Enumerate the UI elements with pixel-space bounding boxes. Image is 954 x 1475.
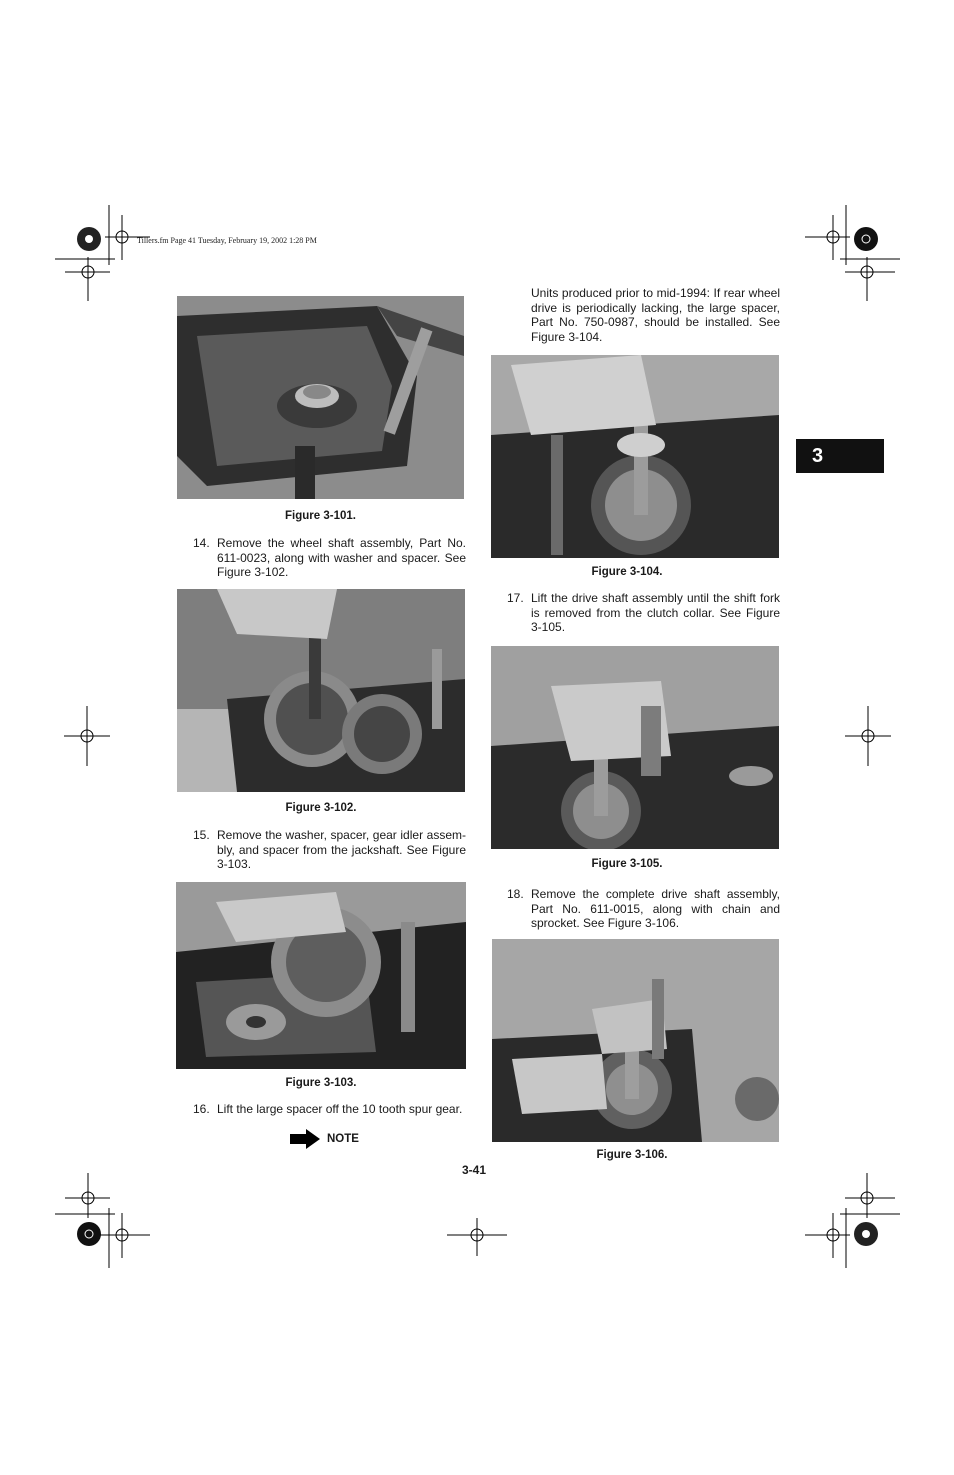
step-14 xyxy=(193,536,466,580)
arrow-right-icon xyxy=(289,1128,321,1150)
step-17-text: Lift the drive shaft assembly until the shift fork is removed from the clutch collar. See Figure 3-105. xyxy=(531,591,780,635)
step-15-number: 15. xyxy=(193,828,210,842)
figure-3-101-photo xyxy=(177,296,464,499)
figure-3-104-photo xyxy=(491,355,779,558)
registration-mark-bottom-left xyxy=(55,1168,155,1268)
step-18-number: 18. xyxy=(507,887,524,901)
step-14-text: Remove the wheel shaft assembly, Part No. 611-0023, along with washer and spacer. See Figure 3-102. xyxy=(217,536,466,580)
figure-3-101-caption: Figure 3-101. xyxy=(285,510,356,522)
figure-3-103-caption: Figure 3-103. xyxy=(285,1077,357,1089)
page-number: 3-41 xyxy=(462,1163,487,1177)
registration-mark-middle-left xyxy=(64,706,110,766)
file-header: Tillers.fm Page 41 Tuesday, February 19, 2002 1:28 PM xyxy=(137,236,317,245)
figure-3-103-photo xyxy=(176,882,466,1069)
registration-mark-top-left xyxy=(55,205,155,305)
note-callout xyxy=(289,1128,359,1150)
step-16-number: 16. xyxy=(193,1102,210,1116)
note-label: NOTE xyxy=(327,1133,359,1145)
registration-mark-top-right xyxy=(800,205,900,305)
step-15-text: Remove the washer, spacer, gear idler assem-bly, and spacer from the jackshaft. See Figure 3-103. xyxy=(217,828,466,872)
step-16 xyxy=(193,1102,466,1117)
figure-3-105-caption: Figure 3-105. xyxy=(591,858,663,870)
registration-mark-middle-right xyxy=(845,706,891,766)
step-18 xyxy=(507,887,780,931)
registration-mark-bottom-right xyxy=(800,1168,900,1268)
step-18-text: Remove the complete drive shaft assembly, Part No. 611-0015, along with chain and sprocket. See Figure 3-106. xyxy=(531,887,780,931)
figure-3-104-caption: Figure 3-104. xyxy=(591,566,663,578)
figure-3-102-caption: Figure 3-102. xyxy=(285,802,357,814)
step-17-number: 17. xyxy=(507,591,524,605)
figure-3-106-photo xyxy=(492,939,779,1142)
figure-3-106-caption: Figure 3-106. xyxy=(596,1149,668,1161)
registration-mark-bottom-center xyxy=(447,1218,507,1258)
step-16-text: Lift the large spacer off the 10 tooth spur gear. xyxy=(217,1102,463,1116)
step-17 xyxy=(507,591,780,635)
figure-3-105-photo xyxy=(491,646,779,849)
figure-3-102-photo xyxy=(177,589,465,792)
note-text: Units produced prior to mid-1994: If rear wheel drive is periodically lacking, the large spacer, Part No. 750-0987, should be installed. See Figure 3-104. xyxy=(531,286,780,344)
step-14-number: 14. xyxy=(193,536,210,550)
chapter-tab: 3 xyxy=(796,439,884,473)
step-15 xyxy=(193,828,466,872)
